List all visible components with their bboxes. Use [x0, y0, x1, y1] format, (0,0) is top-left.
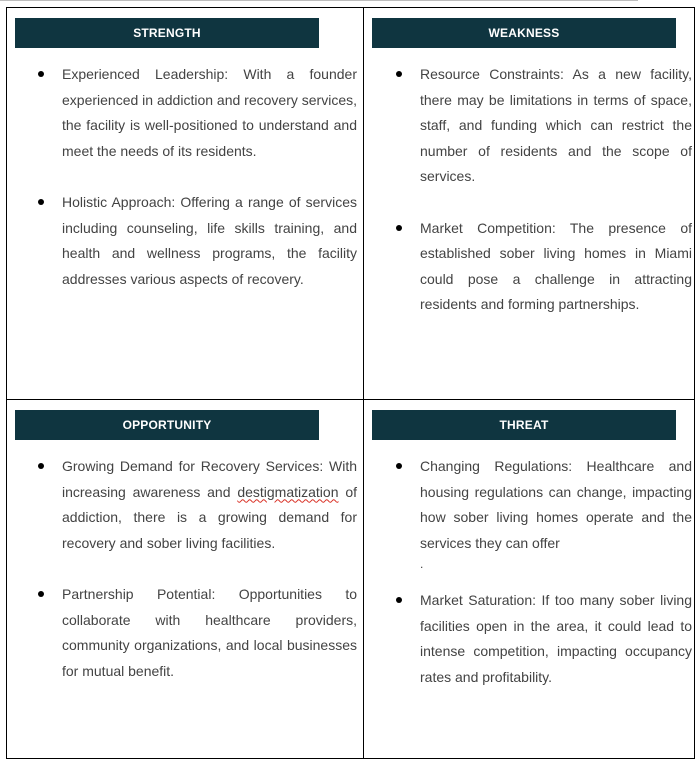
bullet-icon — [396, 463, 402, 469]
spellcheck-flagged-word[interactable]: destigmatization — [237, 483, 339, 500]
threat-list — [393, 454, 692, 716]
strength-item — [35, 62, 357, 164]
weakness-item — [393, 216, 692, 318]
bullet-icon — [38, 463, 44, 469]
strength-item-text: Experienced Leadership: With a founder experienced in addiction and recovery services, the facility is well-positioned to understand and meet the needs of its residents. — [62, 66, 357, 159]
bullet-icon — [396, 225, 402, 231]
stray-period: . — [420, 557, 424, 571]
opportunity-item — [35, 582, 357, 684]
opportunity-header: OPPORTUNITY — [15, 410, 319, 440]
bullet-icon — [38, 591, 44, 597]
strength-item — [35, 190, 357, 292]
strength-item-text: Holistic Approach: Offering a range of services including counseling, life skills training, and health and wellness programs, the facility addresses various aspects of recovery. — [62, 194, 357, 287]
opportunity-item-text — [62, 454, 357, 556]
opportunity-cell — [7, 400, 363, 758]
weakness-list — [393, 62, 692, 344]
threat-item — [393, 588, 692, 690]
opportunity-item — [35, 454, 357, 556]
page-top-rule — [0, 0, 638, 1]
threat-item — [393, 454, 692, 556]
strength-header: STRENGTH — [15, 18, 319, 48]
opportunity-item-text: Partnership Potential: Opportunities to collaborate with healthcare providers, community organizations, and local businesses for mutual benefit. — [62, 586, 357, 679]
weakness-item-text: Market Competition: The presence of established sober living homes in Miami could pose a challenge in attracting residents and forming partnerships. — [420, 219, 692, 312]
threat-item-text: Market Saturation: If too many sober living facilities open in the area, it could lead to intense competition, impacting occupancy rates and profitability. — [420, 592, 692, 685]
bullet-icon — [38, 199, 44, 205]
weakness-item — [393, 62, 692, 190]
swot-table — [6, 7, 695, 759]
weakness-item-text: Resource Constraints: As a new facility, there may be limitations in terms of space, staff, and funding which can restrict the number of residents and the scope of services. — [420, 66, 692, 184]
opportunity-list — [35, 454, 357, 710]
threat-item-text: Changing Regulations: Healthcare and housing regulations can change, impacting how sober living homes operate and the services they can offer — [420, 458, 692, 551]
opportunity-item-text-start: Growing Demand for Recovery Services: With increasing awareness and — [62, 458, 357, 500]
opportunity-item-text-end: of addiction, there is a growing demand for recovery and sober living facilities. — [62, 483, 357, 551]
bullet-icon — [396, 597, 402, 603]
weakness-cell — [364, 8, 694, 399]
bullet-icon — [38, 71, 44, 77]
strength-cell — [7, 8, 363, 399]
threat-header: THREAT — [372, 410, 676, 440]
threat-cell — [364, 400, 694, 758]
strength-list — [35, 62, 357, 318]
weakness-header: WEAKNESS — [372, 18, 676, 48]
bullet-icon — [396, 71, 402, 77]
